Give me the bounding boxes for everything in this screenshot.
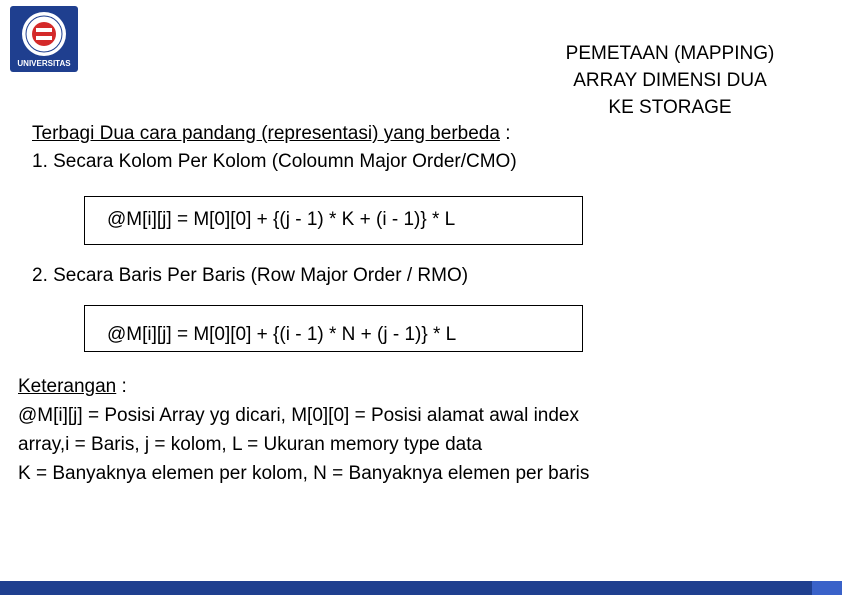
title-line-2: ARRAY DIMENSI DUA (573, 70, 767, 91)
title-line-3: KE STORAGE (608, 97, 732, 118)
item-cmo: 1. Secara Kolom Per Kolom (Coloumn Major Order/CMO) (32, 151, 517, 172)
notes-line-1: @M[i][j] = Posisi Array yg dicari, M[0][0] = Posisi alamat awal index (18, 405, 579, 426)
university-logo (10, 6, 78, 72)
notes-line-3: K = Banyaknya elemen per kolom, N = Banyaknya elemen per baris (18, 463, 590, 484)
intro-heading-text: Terbagi Dua cara pandang (representasi) yang berbeda (32, 123, 500, 144)
logo-text: UNIVERSITAS (17, 59, 71, 68)
notes-heading (18, 375, 127, 399)
intro-heading (32, 122, 510, 146)
notes-heading-colon: : (116, 376, 127, 397)
notes-line-2: array,i = Baris, j = kolom, L = Ukuran memory type data (18, 434, 483, 455)
formula-cmo-box (84, 196, 583, 245)
notes-heading-text: Keterangan (18, 376, 117, 397)
footer-accent (812, 581, 842, 595)
university-emblem-icon (10, 6, 78, 72)
slide-title (520, 40, 820, 121)
title-line-1: PEMETAAN (MAPPING) (565, 43, 775, 64)
formula-rmo-box (84, 305, 583, 352)
footer-bar (0, 581, 842, 595)
formula-rmo: @M[i][j] = M[0][0] + {(i - 1) * N + (j - 1)} * L (107, 324, 457, 345)
formula-cmo: @M[i][j] = M[0][0] + {(j - 1) * K + (i - 1)} * L (107, 209, 456, 230)
intro-heading-colon: : (499, 123, 511, 144)
item-rmo: 2. Secara Baris Per Baris (Row Major Order / RMO) (32, 265, 469, 286)
